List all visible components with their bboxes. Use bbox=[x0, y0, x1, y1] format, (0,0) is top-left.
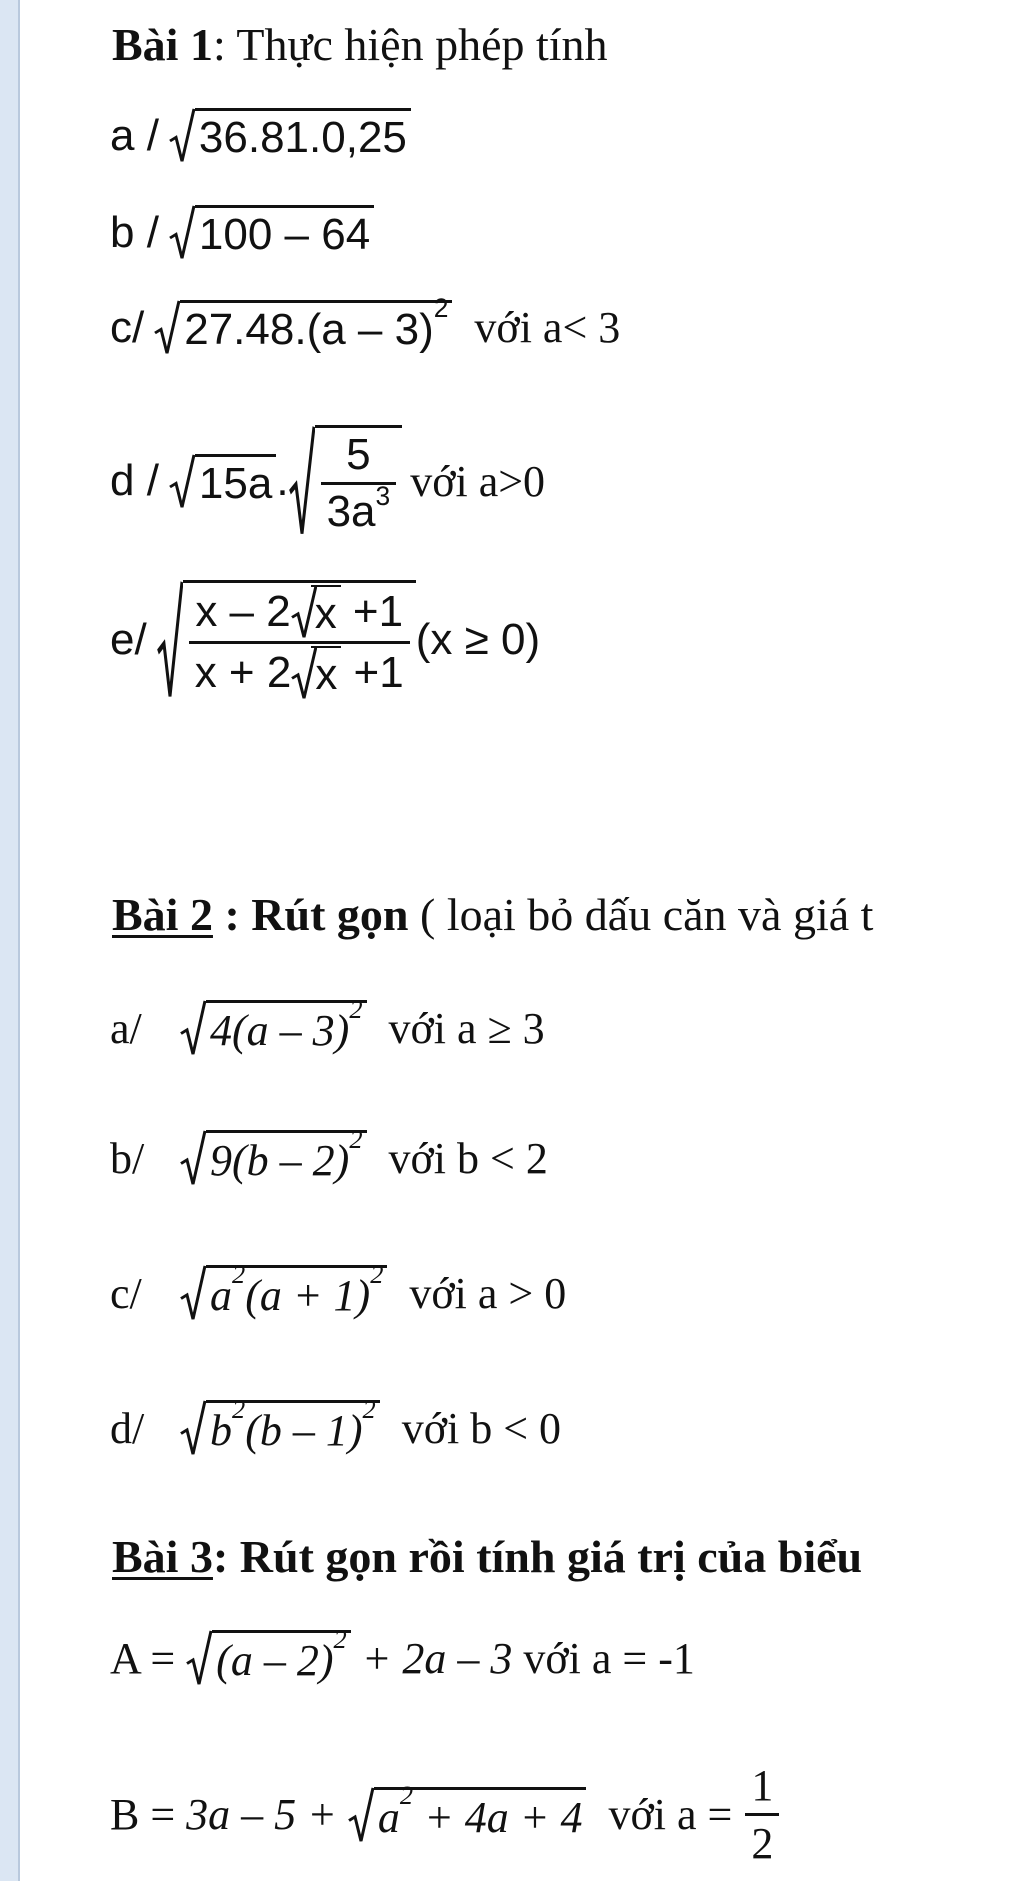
item-label: e/ bbox=[110, 615, 147, 664]
radical-sign-icon bbox=[169, 454, 195, 509]
radical-sign-icon bbox=[180, 1265, 206, 1321]
radical bbox=[180, 1393, 380, 1456]
numerator: 1 bbox=[751, 1761, 774, 1810]
bai1-item-a bbox=[110, 108, 411, 163]
radical bbox=[289, 425, 403, 537]
radicand bbox=[183, 580, 416, 700]
fraction bbox=[189, 585, 410, 700]
radical-sign-icon bbox=[180, 1400, 206, 1456]
bai3-item-B bbox=[110, 1760, 781, 1869]
radical bbox=[169, 205, 374, 260]
bai2-heading bbox=[112, 888, 873, 941]
bai1-heading bbox=[112, 18, 608, 71]
radical: x bbox=[291, 585, 341, 639]
condition: với b < 0 bbox=[401, 1403, 562, 1453]
denominator: x + 2 x +1 bbox=[189, 641, 410, 700]
radical-sign-icon bbox=[180, 1130, 206, 1186]
bai3-label: Bài 3 bbox=[112, 1531, 213, 1582]
expression-lhs: B = bbox=[110, 1790, 187, 1839]
bai1-item-c bbox=[110, 293, 621, 355]
radical-sign-icon bbox=[348, 1787, 374, 1843]
multiply-dot: . bbox=[276, 456, 289, 505]
condition: với a>0 bbox=[410, 456, 546, 506]
item-label: d/ bbox=[110, 1403, 145, 1453]
radicand: 27.48.(a – 3) 2 bbox=[180, 300, 452, 355]
radicand: b 2 (b – 1) 2 bbox=[206, 1400, 380, 1456]
radical-sign-icon bbox=[186, 1630, 212, 1686]
radicand: 15a bbox=[195, 454, 276, 509]
radical bbox=[180, 1258, 387, 1321]
expression-lhs: A = bbox=[110, 1633, 187, 1683]
radicand bbox=[315, 425, 403, 537]
radical bbox=[157, 580, 416, 700]
bai1-title: : Thực hiện phép tính bbox=[212, 19, 608, 70]
radicand: (a – 2) 2 bbox=[212, 1630, 351, 1686]
exponent: 2 bbox=[433, 293, 449, 324]
expression-rest: + 2a – 3 bbox=[350, 1633, 513, 1683]
expression-pre: 3a – 5 + bbox=[186, 1790, 348, 1839]
radical-sign-icon bbox=[169, 205, 195, 260]
item-label: c/ bbox=[110, 1268, 142, 1318]
item-label: d / bbox=[110, 456, 159, 505]
radical bbox=[154, 293, 452, 355]
radical bbox=[180, 993, 367, 1056]
radical bbox=[348, 1780, 587, 1843]
radicand: 36.81.0,25 bbox=[195, 108, 411, 163]
bai2-item-d bbox=[110, 1393, 562, 1456]
radical bbox=[186, 1623, 351, 1686]
exponent: 2 bbox=[232, 1393, 246, 1424]
numerator: x – 2 x +1 bbox=[195, 587, 404, 638]
radicand: 9(b – 2) 2 bbox=[206, 1130, 367, 1186]
bai2-title-rest: ( loại bỏ dấu căn và giá t bbox=[408, 889, 874, 940]
radical-sign-icon bbox=[157, 580, 183, 700]
exponent: 2 bbox=[399, 1780, 414, 1811]
radicand: a 2 + 4a + 4 bbox=[374, 1787, 587, 1843]
exponent: 2 bbox=[232, 1258, 246, 1289]
exponent: 2 bbox=[349, 993, 363, 1024]
condition: với b < 2 bbox=[388, 1133, 548, 1183]
condition: với a = -1 bbox=[512, 1633, 695, 1683]
exponent: 2 bbox=[362, 1393, 376, 1424]
item-label: a/ bbox=[110, 1003, 142, 1053]
bai3-title: : Rút gọn rồi tính giá trị của biểu bbox=[212, 1531, 863, 1582]
bai2-item-a bbox=[110, 993, 545, 1056]
exponent: 2 bbox=[370, 1258, 384, 1289]
bai2-item-c bbox=[110, 1258, 567, 1321]
condition: (x ≥ 0) bbox=[415, 615, 541, 664]
page-margin-bar bbox=[0, 0, 20, 1881]
condition: với a = bbox=[608, 1790, 744, 1839]
radical bbox=[180, 1123, 367, 1186]
bai3-heading bbox=[112, 1530, 862, 1583]
fraction bbox=[321, 430, 397, 537]
bai1-label: Bài 1 bbox=[112, 19, 213, 70]
radical-sign-icon bbox=[169, 108, 195, 163]
radical-sign-icon bbox=[154, 300, 180, 355]
exponent: 2 bbox=[349, 1123, 363, 1154]
bai1-item-b bbox=[110, 205, 374, 260]
radical bbox=[169, 108, 411, 163]
item-label: c/ bbox=[110, 302, 145, 352]
bai2-item-b bbox=[110, 1123, 548, 1186]
bai3-item-A bbox=[110, 1623, 695, 1686]
denominator: $3a^3$ bbox=[321, 482, 397, 537]
bai2-title: : Rút gọn bbox=[212, 889, 409, 940]
numerator: 5 bbox=[346, 430, 371, 479]
document-page bbox=[20, 0, 1024, 1881]
radical-sign-icon bbox=[291, 646, 311, 700]
condition: với a< 3 bbox=[474, 303, 621, 352]
condition: với a > 0 bbox=[409, 1268, 567, 1318]
radicand: 100 – 64 bbox=[195, 205, 374, 260]
radicand: 4(a – 3) 2 bbox=[206, 1000, 367, 1056]
item-label: b / bbox=[110, 207, 159, 257]
exponent: 3 bbox=[375, 480, 391, 511]
bai1-item-d bbox=[110, 425, 545, 537]
radical-sign-icon bbox=[291, 585, 311, 639]
bai2-label: Bài 2 bbox=[112, 889, 213, 940]
radical-sign-icon bbox=[180, 1000, 206, 1056]
radical-sign-icon bbox=[289, 425, 315, 537]
condition: với a ≥ 3 bbox=[388, 1003, 545, 1053]
radicand: a 2 (a + 1) 2 bbox=[206, 1265, 387, 1321]
exponent: 2 bbox=[333, 1623, 347, 1654]
denominator: 2 bbox=[745, 1813, 779, 1869]
radical: x bbox=[291, 646, 341, 700]
radical bbox=[169, 454, 276, 509]
item-label: a / bbox=[110, 110, 159, 160]
item-label: b/ bbox=[110, 1133, 145, 1183]
fraction bbox=[745, 1760, 779, 1869]
bai1-item-e bbox=[110, 580, 540, 700]
